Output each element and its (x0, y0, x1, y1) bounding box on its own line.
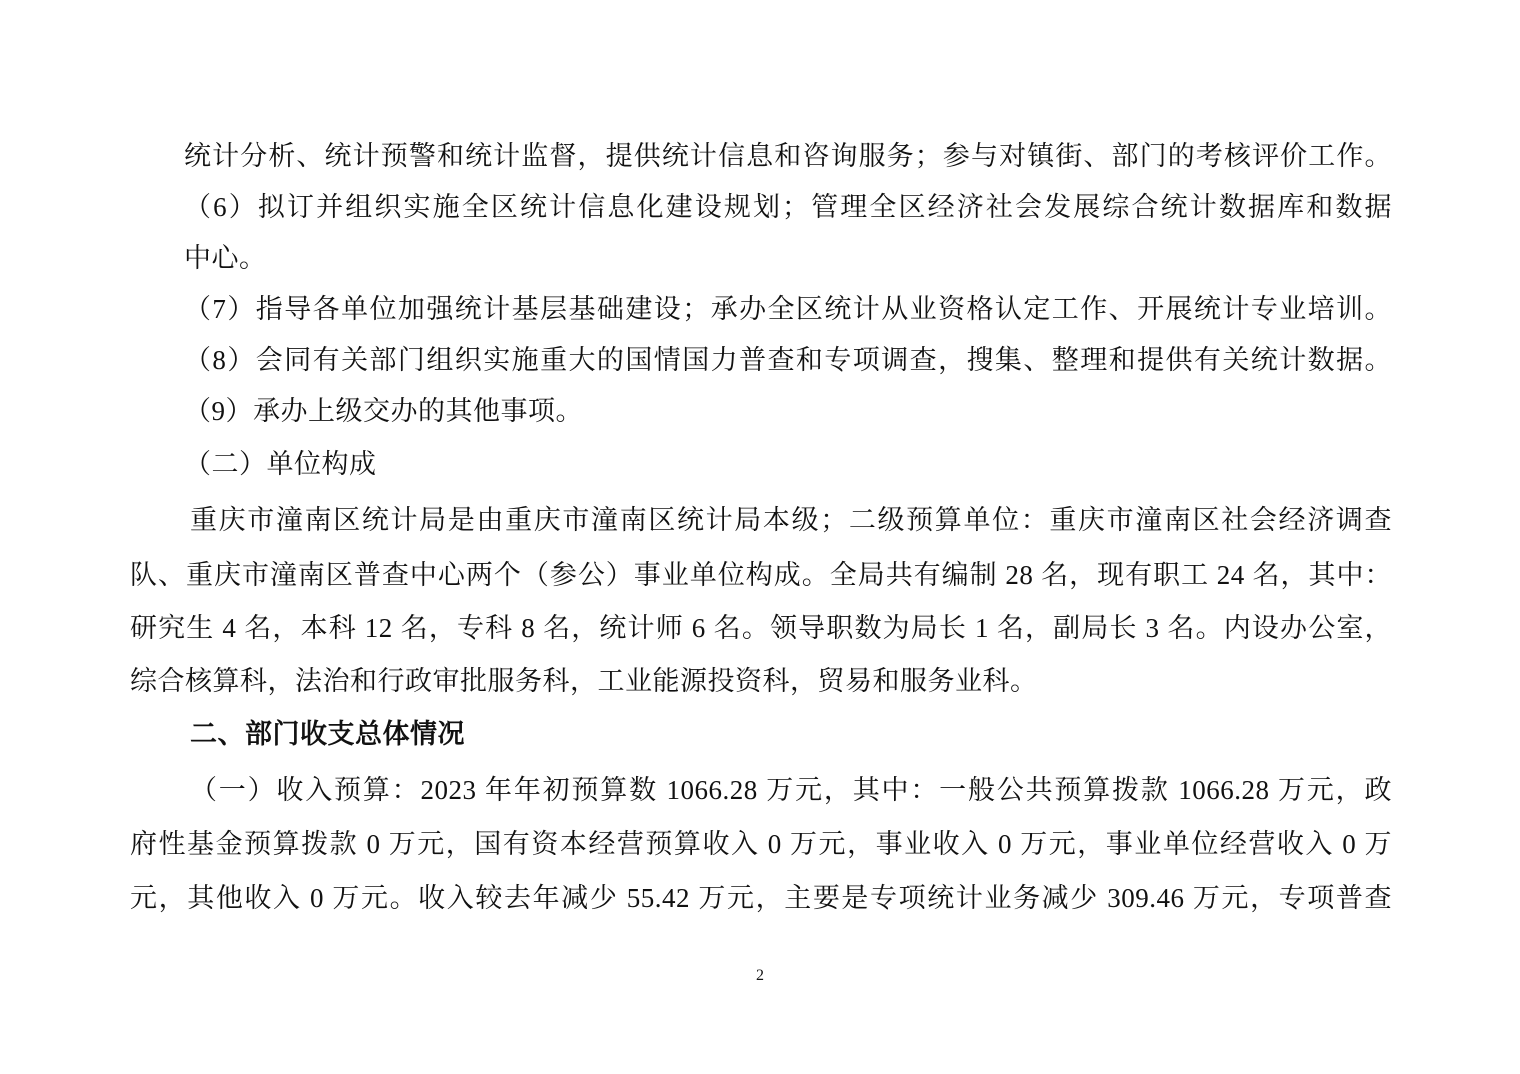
body-text-line: 元，其他收入 0 万元。收入较去年减少 55.42 万元，主要是专项统计业务减少 309.46 万元，专项普查 (130, 883, 1392, 913)
body-text-line: 中心。 (184, 243, 267, 273)
section-heading: 二、部门收支总体情况 (190, 719, 465, 750)
list-item-6: （6）拟订并组织实施全区统计信息化建设规划；管理全区经济社会发展综合统计数据库和数据 (184, 192, 1392, 222)
list-item-8: （8）会同有关部门组织实施重大的国情国力普查和专项调查，搜集、整理和提供有关统计数据。 (184, 345, 1392, 375)
page-number: 2 (756, 967, 764, 984)
paragraph-first-line: 重庆市潼南区统计局是由重庆市潼南区统计局本级；二级预算单位：重庆市潼南区社会经济调查 (190, 505, 1392, 535)
body-text-line: 府性基金预算拨款 0 万元，国有资本经营预算收入 0 万元，事业收入 0 万元，事业单位经营收入 0 万 (130, 829, 1392, 859)
body-text-line: 综合核算科，法治和行政审批服务科，工业能源投资科，贸易和服务业科。 (130, 666, 1038, 696)
body-text-line: 研究生 4 名，本科 12 名，专科 8 名，统计师 6 名。领导职数为局长 1 名，副局长 3 名。内设办公室， (130, 613, 1392, 643)
subsection-heading: （二）单位构成 (184, 449, 377, 479)
list-item-9: （9）承办上级交办的其他事项。 (184, 396, 583, 426)
list-item-7: （7）指导各单位加强统计基层基础建设；承办全区统计从业资格认定工作、开展统计专业培训。 (184, 294, 1392, 324)
body-text-line: 统计分析、统计预警和统计监督，提供统计信息和咨询服务；参与对镇街、部门的考核评价工作。 (184, 141, 1392, 171)
body-text-line: 队、重庆市潼南区普查中心两个（参公）事业单位构成。全局共有编制 28 名，现有职工 24 名，其中： (130, 560, 1392, 590)
paragraph-first-line: （一）收入预算：2023 年年初预算数 1066.28 万元，其中：一般公共预算拨款 1066.28 万元，政 (190, 775, 1392, 805)
